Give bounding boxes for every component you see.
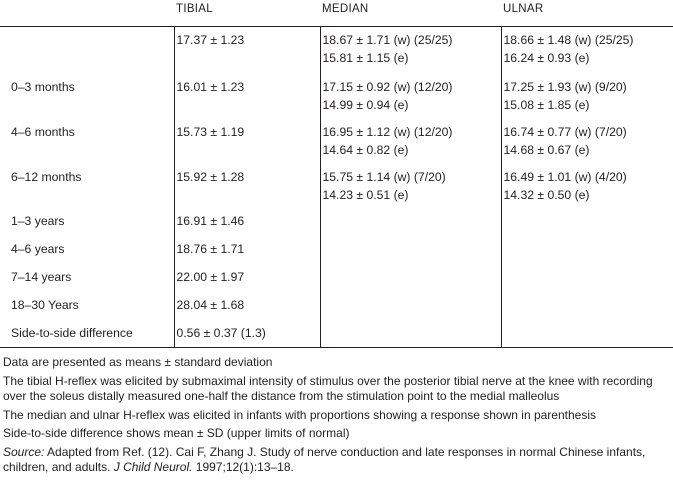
- ulnar-value: 16.24 ± 0.93 (e): [503, 51, 590, 65]
- footnote-2: The tibial H-reflex was elicited by submaximal intensity of stimulus over the posterior tibial nerve at the knee with recording over the soleus distally measured one-half the distance from the stimulation point to the medial malleolus: [3, 373, 653, 403]
- footnote-4: Side-to-side difference shows mean ± SD (upper limits of normal): [3, 426, 350, 440]
- tibial-cell: 17.37 ± 1.23: [174, 27, 320, 73]
- table-row: [0, 235, 673, 263]
- journal-name: J Child Neurol.: [113, 460, 193, 474]
- row-label: 7–14 years: [11, 270, 72, 284]
- table-row: [0, 291, 673, 319]
- source-note: [3, 445, 671, 476]
- median-value: 15.81 ± 1.15 (e): [322, 51, 409, 65]
- row-label: 4–6 years: [11, 242, 65, 256]
- ulnar-cell: [501, 207, 673, 235]
- median-cell: [320, 263, 501, 291]
- median-cell: [320, 319, 501, 348]
- row-label: Side-to-side difference: [0, 319, 174, 348]
- median-cell: [320, 235, 501, 263]
- median-cell: [320, 291, 501, 319]
- tibial-cell: 28.04 ± 1.68: [174, 291, 320, 319]
- median-value: 17.15 ± 0.92 (w) (12/20): [322, 80, 453, 94]
- table-row: [0, 162, 673, 207]
- ulnar-value: 14.32 ± 0.50 (e): [503, 188, 590, 202]
- ulnar-cell: [501, 27, 673, 73]
- source-text: Adapted from Ref. (12). Cai F, Zhang J. Study of nerve conduction and late responses in normal Chinese infants, children, and adults.: [3, 444, 646, 474]
- ulnar-cell: [501, 235, 673, 263]
- row-label: 4–6 months: [11, 125, 75, 139]
- median-value: 18.67 ± 1.71 (w) (25/25): [322, 33, 453, 47]
- ulnar-value: 14.68 ± 0.67 (e): [503, 143, 590, 157]
- source-label: Source:: [3, 444, 45, 459]
- median-cell: [320, 27, 501, 73]
- row-label: [0, 27, 174, 73]
- tibial-cell: 15.92 ± 1.28: [174, 162, 320, 207]
- ulnar-value: 18.66 ± 1.48 (w) (25/25): [503, 33, 634, 47]
- ulnar-value: 16.49 ± 1.01 (w) (4/20): [503, 170, 627, 184]
- median-value: 16.95 ± 1.12 (w) (12/20): [322, 125, 453, 139]
- median-value: 14.99 ± 0.94 (e): [322, 98, 409, 112]
- table-row: [0, 207, 673, 235]
- header-row: [0, 0, 673, 27]
- ulnar-cell: [501, 319, 673, 348]
- table-footnotes: [3, 355, 671, 479]
- row-label: 18–30 Years: [11, 298, 79, 312]
- tibial-cell: 15.73 ± 1.19: [174, 117, 320, 162]
- median-value: 14.64 ± 0.82 (e): [322, 143, 409, 157]
- tibial-cell: 18.76 ± 1.71: [174, 235, 320, 263]
- table-row: [0, 263, 673, 291]
- ulnar-cell: [501, 263, 673, 291]
- table-row: [0, 319, 673, 348]
- ulnar-value: 15.08 ± 1.85 (e): [503, 98, 590, 112]
- footnote-1: Data are presented as means ± standard deviation: [3, 355, 273, 369]
- tibial-cell: 0.56 ± 0.37 (1.3): [174, 319, 320, 348]
- ulnar-cell: [501, 72, 673, 117]
- median-cell: [320, 117, 501, 162]
- ulnar-value: 17.25 ± 1.93 (w) (9/20): [503, 80, 627, 94]
- table-row: [0, 72, 673, 117]
- ulnar-cell: [501, 117, 673, 162]
- median-cell: [320, 72, 501, 117]
- table-row: [0, 117, 673, 162]
- ulnar-value: 16.74 ± 0.77 (w) (7/20): [503, 125, 627, 139]
- header-cell-empty: [0, 0, 174, 27]
- header-median: MEDIAN: [322, 3, 369, 15]
- median-cell: [320, 162, 501, 207]
- table-row: [0, 27, 673, 73]
- median-value: 15.75 ± 1.14 (w) (7/20): [322, 170, 446, 184]
- row-label: 1–3 years: [11, 214, 65, 228]
- header-tibial: TIBIAL: [176, 3, 213, 15]
- ulnar-cell: [501, 291, 673, 319]
- row-label: 0–3 months: [11, 80, 75, 94]
- citation: 1997;12(1):13–18.: [192, 460, 294, 474]
- row-label: 6–12 months: [11, 170, 82, 184]
- ulnar-cell: [501, 162, 673, 207]
- header-ulnar: ULNAR: [503, 3, 544, 15]
- tibial-cell: 22.00 ± 1.97: [174, 263, 320, 291]
- median-cell: [320, 207, 501, 235]
- tibial-cell: 16.01 ± 1.23: [174, 72, 320, 117]
- tibial-cell: 16.91 ± 1.46: [174, 207, 320, 235]
- footnote-3: The median and ulnar H-reflex was elicited in infants with proportions showing a response shown in parenthesis: [3, 407, 596, 422]
- median-value: 14.23 ± 0.51 (e): [322, 188, 409, 202]
